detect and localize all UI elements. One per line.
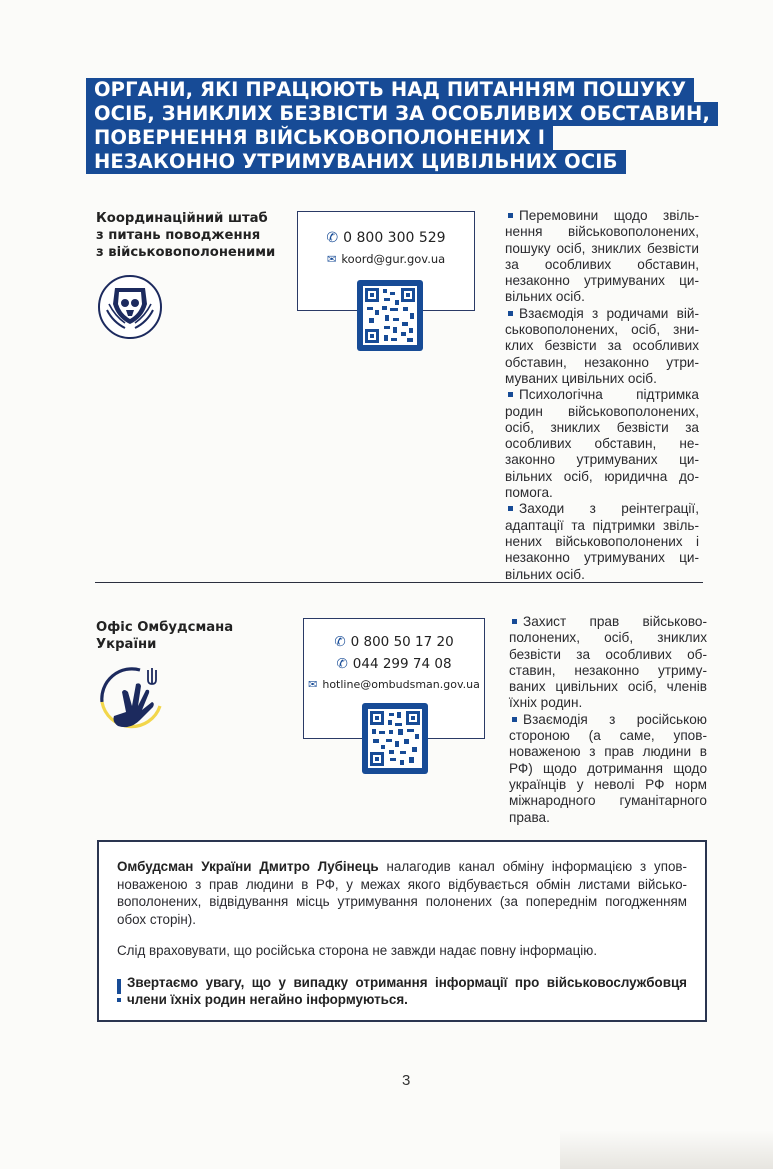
phone-icon: ✆ (336, 656, 348, 672)
section-divider (95, 582, 703, 583)
qr-code-icon[interactable] (357, 280, 423, 351)
info-paragraph: Омбудсман України Дмитро Лубінець налагодив канал обміну інформацією з уповноваженою з прав людини в РФ, у межах якого відбувається обмін листами військовополонених, відвідування місць утримування полонених (за попереднім погодженням обох сторін). (117, 859, 687, 927)
scan-shadow (560, 1130, 773, 1169)
org-name-coordination-hq (96, 210, 275, 261)
title-line-1: ОРГАНИ, ЯКІ ПРАЦЮЮТЬ НАД ПИТАННЯМ ПОШУКУ (86, 78, 694, 102)
phone-line[interactable] (304, 656, 484, 672)
email-line[interactable] (304, 678, 484, 691)
list-item: Заходи з реінтеграції, адаптації та підтримки звільнених військовополонених і незаконно утримуваних цивільних осіб. (505, 501, 699, 582)
ombudsman-hand-dove-emblem-icon (96, 662, 166, 747)
bullet-square-icon (508, 311, 513, 316)
bullet-square-icon (512, 717, 517, 722)
info-note: Слід враховувати, що російська сторона не завжди надає повну інформацію. (117, 943, 598, 958)
phone-icon: ✆ (326, 230, 339, 246)
phone-icon: ✆ (334, 634, 346, 650)
envelope-icon: ✉ (308, 678, 318, 691)
list-item: Психологічна підтримка родин військовополонених, осіб, зниклих безвісти за особливих обставин, незаконно утримуваних цивільних осіб, юридична допомога. (505, 387, 699, 501)
coordination-headquarters-emblem-icon (97, 274, 163, 345)
phone-number[interactable]: 0 800 300 529 (343, 230, 446, 246)
email-line[interactable] (298, 252, 474, 266)
title-line-3: ПОВЕРНЕННЯ ВІЙСЬКОВОПОЛОНЕНИХ І (86, 126, 553, 150)
org-name-line: України (96, 637, 157, 652)
org-name-ombudsman-office (96, 619, 233, 653)
list-item: Взаємодія з родичами військовополонених, осіб, зниклих безвісти за особливих обставин, незаконно утримуваних цивільних осіб. (505, 305, 699, 386)
org-name-line: Координаційний штаб (96, 211, 268, 226)
exclamation-icon (117, 979, 121, 994)
bullet-list-ombudsman-office (509, 614, 707, 826)
bullet-square-icon (508, 392, 513, 397)
title-line-4: НЕЗАКОННО УТРИМУВАНИХ ЦИВІЛЬНИХ ОСІБ (86, 150, 626, 174)
list-item: Перемовини щодо звільнення військовополонених, пошуку осіб, зниклих безвісти за особливих обставин, незаконно утримуваних цивільних осіб. (505, 208, 699, 305)
qr-code-icon[interactable] (362, 703, 428, 774)
info-callout-box (97, 840, 707, 1022)
phone-number[interactable]: 0 800 50 17 20 (350, 634, 454, 650)
phone-line[interactable] (298, 230, 474, 246)
bullet-square-icon (508, 506, 513, 511)
phone-line[interactable] (304, 634, 484, 650)
envelope-icon: ✉ (326, 252, 337, 266)
ombudsman-name: Омбудсман України Дмитро Лубінець (117, 859, 379, 874)
page-title (86, 78, 718, 174)
warning-notice: Звертаємо увагу, що у випадку отримання інформації про військовослужбовця члени їхніх родин негайно інформуються. (117, 974, 687, 1009)
org-name-line: Офіс Омбудсмана (96, 620, 234, 635)
list-item: Захист прав військовополонених, осіб, зниклих безвісти за особливих обставин, незаконно утримуваних цивільних осіб, членів їхніх родин. (509, 614, 707, 711)
org-name-line: з військовополоненими (96, 245, 276, 260)
title-line-2: ОСІБ, ЗНИКЛИХ БЕЗВІСТИ ЗА ОСОБЛИВИХ ОБСТАВИН, (86, 102, 718, 126)
bullet-square-icon (512, 619, 517, 624)
org-name-line: з питань поводження (96, 228, 261, 243)
bullet-square-icon (508, 213, 513, 218)
email-address[interactable]: hotline@ombudsman.gov.ua (322, 678, 480, 691)
bullet-list-coordination-hq (505, 208, 699, 583)
list-item: Взаємодія з російською стороною (а саме, уповноваженою з прав людини в РФ) щодо дотримання щодо українців у неволі РФ норм міжнародного гуманітарного права. (509, 711, 707, 825)
page-number: 3 (402, 1072, 411, 1089)
phone-number[interactable]: 044 299 74 08 (352, 656, 452, 672)
email-address[interactable]: koord@gur.gov.ua (341, 252, 446, 266)
